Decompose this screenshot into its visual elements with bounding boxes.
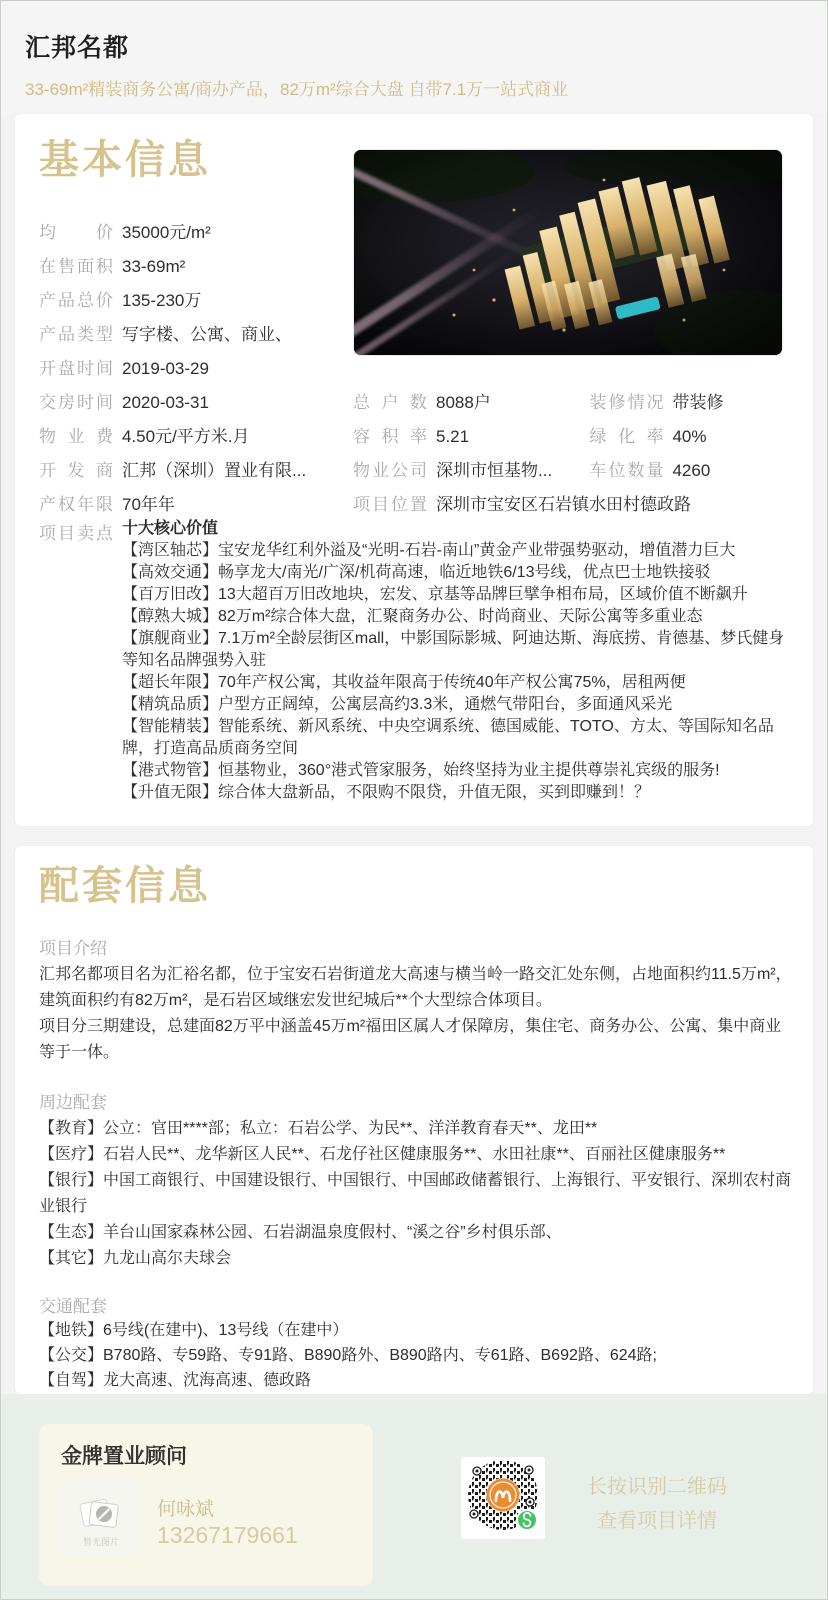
around-item: 【教育】公立：官田****部；私立：石岩公学、为民**、洋洋教育春天**、龙田** [39,1120,598,1137]
around-item: 【其它】九龙山高尔夫球会 [39,1250,232,1267]
info-value: 70年年 [122,495,175,514]
info-label: 在售面积 [39,257,113,276]
selling-points-label: 项目卖点 [39,524,113,543]
info-value: 33-69m² [122,257,186,276]
agent-name: 何咏斌 [157,1499,215,1520]
info-row [353,488,793,522]
info-label: 物业费 [39,427,113,446]
info-value: 2019-03-29 [122,359,209,378]
qr-tip-line2: 查看项目详情 [597,1510,717,1532]
page-header [1,1,827,114]
selling-point: 【醇熟大城】82万m²综合体大盘，汇聚商务办公、时尚商业、天际公寓等多重业态 [122,608,703,625]
agent-card-title: 金牌置业顾问 [61,1445,187,1468]
info-value: 40% [672,427,707,446]
info-value: 135-230万 [122,291,202,310]
info-row [39,420,339,454]
intro-paragraph: 汇邦名都项目名为汇裕名都，位于宝安石岩街道龙大高速与横当岭一路交汇处东侧，占地面积约11.5万m²，建筑面积约有82万m²，是石岩区域继宏发世纪城后**个大型综合体项目。 [39,966,792,1009]
project-intro [39,962,795,1066]
info-label: 开发商 [39,461,113,480]
info-row [353,386,793,420]
traffic-list [39,1318,795,1393]
qr-code[interactable] [461,1457,545,1539]
info-row [39,488,339,522]
no-photo-text: 暂无图片 [82,1537,120,1547]
selling-point: 【百万旧改】13大超百万旧改地块，宏发、京基等品牌巨擘争相布局，区域价值不断飙升 [122,586,748,603]
facilities-card [15,846,813,1394]
info-value: 8088户 [436,393,491,412]
agent-avatar [61,1480,141,1556]
info-value: 深圳市恒基物... [436,461,553,480]
around-item: 【银行】中国工商银行、中国建设银行、中国银行、中国邮政储蓄银行、上海银行、平安银行、深圳农村商业银行 [39,1172,792,1215]
basic-info-title: 基本信息 [39,138,211,182]
info-label: 开盘时间 [39,359,113,378]
traffic-item: 【地铁】6号线(在建中)、13号线（在建中） [39,1322,349,1339]
agent-phone[interactable]: 13267179661 [157,1522,298,1548]
info-value: 2020-03-31 [122,393,209,412]
traffic-item: 【公交】B780路、专59路、专91路、B890路外、B890路内、专61路、B692路、624路; [39,1347,658,1364]
project-intro-label: 项目介绍 [39,939,107,958]
around-label: 周边配套 [39,1093,107,1112]
info-row [39,318,339,352]
selling-point: 【精筑品质】户型方正阔绰，公寓层高约3.3米，通燃气带阳台，多面通风采光 [122,696,673,713]
info-label: 车位数量 [589,461,664,480]
project-photo[interactable] [353,149,783,356]
info-label: 物业公司 [353,461,427,480]
info-label: 项目位置 [353,495,427,514]
info-row [39,386,339,420]
around-item: 【医疗】石岩人民**、龙华新区人民**、石龙仔社区健康服务**、水田社康**、百丽社区健康服务** [39,1146,726,1163]
selling-point: 【超长年限】70年产权公寓，其收益年限高于传统40年产权公寓75%，居租两便 [122,674,686,691]
selling-point: 【智能精装】智能系统、新风系统、中央空调系统、德国威能、TOTO、方太、等国际知名品牌，打造高品质商务空间 [122,718,774,757]
info-label: 总户数 [353,393,427,412]
info-value: 写字楼、公寓、商业、 [122,325,292,344]
qr-tip-line1: 长按识别二维码 [587,1476,727,1498]
around-list [39,1116,795,1272]
info-value: 35000元/m² [122,223,211,242]
selling-point: 【高效交通】畅享龙大/南光/广深/机荷高速，临近地铁6/13号线，优点巴士地铁接驳 [122,564,711,581]
info-label: 产品类型 [39,325,113,344]
info-label: 装修情况 [589,393,664,412]
basic-info-right-rows [353,386,793,522]
info-value: 5.21 [436,427,470,446]
info-label: 绿化率 [589,427,664,446]
info-row [39,216,339,250]
info-value: 深圳市宝安区石岩镇水田村德政路 [436,495,691,514]
selling-point: 【湾区轴芯】宝安龙华红利外溢及“光明-石岩-南山”黄金产业带强势驱动，增值潜力巨大 [122,542,736,559]
info-label: 产权年限 [39,495,113,514]
info-row [39,454,339,488]
info-row [353,454,793,488]
agent-card[interactable] [39,1424,373,1586]
selling-point: 【升值无限】综合体大盘新品，不限购不限贷，升值无限，买到即赚到！？ [122,784,651,801]
page-title: 汇邦名都 [25,34,130,62]
no-photo-icon [61,1480,141,1556]
info-label: 产品总价 [39,291,113,310]
page-subtitle: 33-69m²精装商务公寓/商办产品，82万m²综合大盘 自带7.1万一站式商业 [25,80,569,99]
info-row [39,284,339,318]
wechat-miniprogram-qr-icon [461,1457,545,1539]
traffic-item: 【自驾】龙大高速、沈海高速、德政路 [39,1372,312,1389]
facilities-title: 配套信息 [39,864,211,908]
basic-info-card [15,114,813,826]
consultant-footer [1,1394,827,1600]
basic-info-left-rows [39,216,339,522]
traffic-label: 交通配套 [39,1297,107,1316]
selling-point: 【港式物管】恒基物业，360°港式管家服务，始终坚持为业主提供尊崇礼宾级的服务! [122,762,720,779]
selling-point: 【旗舰商业】7.1万m²全龄层街区mall，中影国际影城、阿迪达斯、海底捞、肯德基、梦氏健身等知名品牌强势入驻 [122,630,785,669]
info-value: 4260 [672,461,711,480]
info-value: 汇邦（深圳）置业有限... [122,461,307,480]
info-label: 均价 [39,223,113,242]
qr-tip [557,1470,757,1538]
selling-points [39,518,792,804]
info-label: 交房时间 [39,393,113,412]
around-item: 【生态】羊台山国家森林公园、石岩湖温泉度假村、“溪之谷”乡村俱乐部、 [39,1224,562,1241]
info-value: 带装修 [672,393,724,412]
info-row [353,420,793,454]
info-value: 4.50元/平方米.月 [122,427,250,446]
info-label: 容积率 [353,427,427,446]
info-row [39,250,339,284]
intro-paragraph: 项目分三期建设，总建面82万平中涵盖45万m²福田区属人才保障房，集住宅、商务办公、公寓、集中商业等于一体。 [39,1018,782,1061]
info-row [39,352,339,386]
selling-points-title: 十大核心价值 [122,520,219,537]
project-aerial-image [354,150,782,355]
